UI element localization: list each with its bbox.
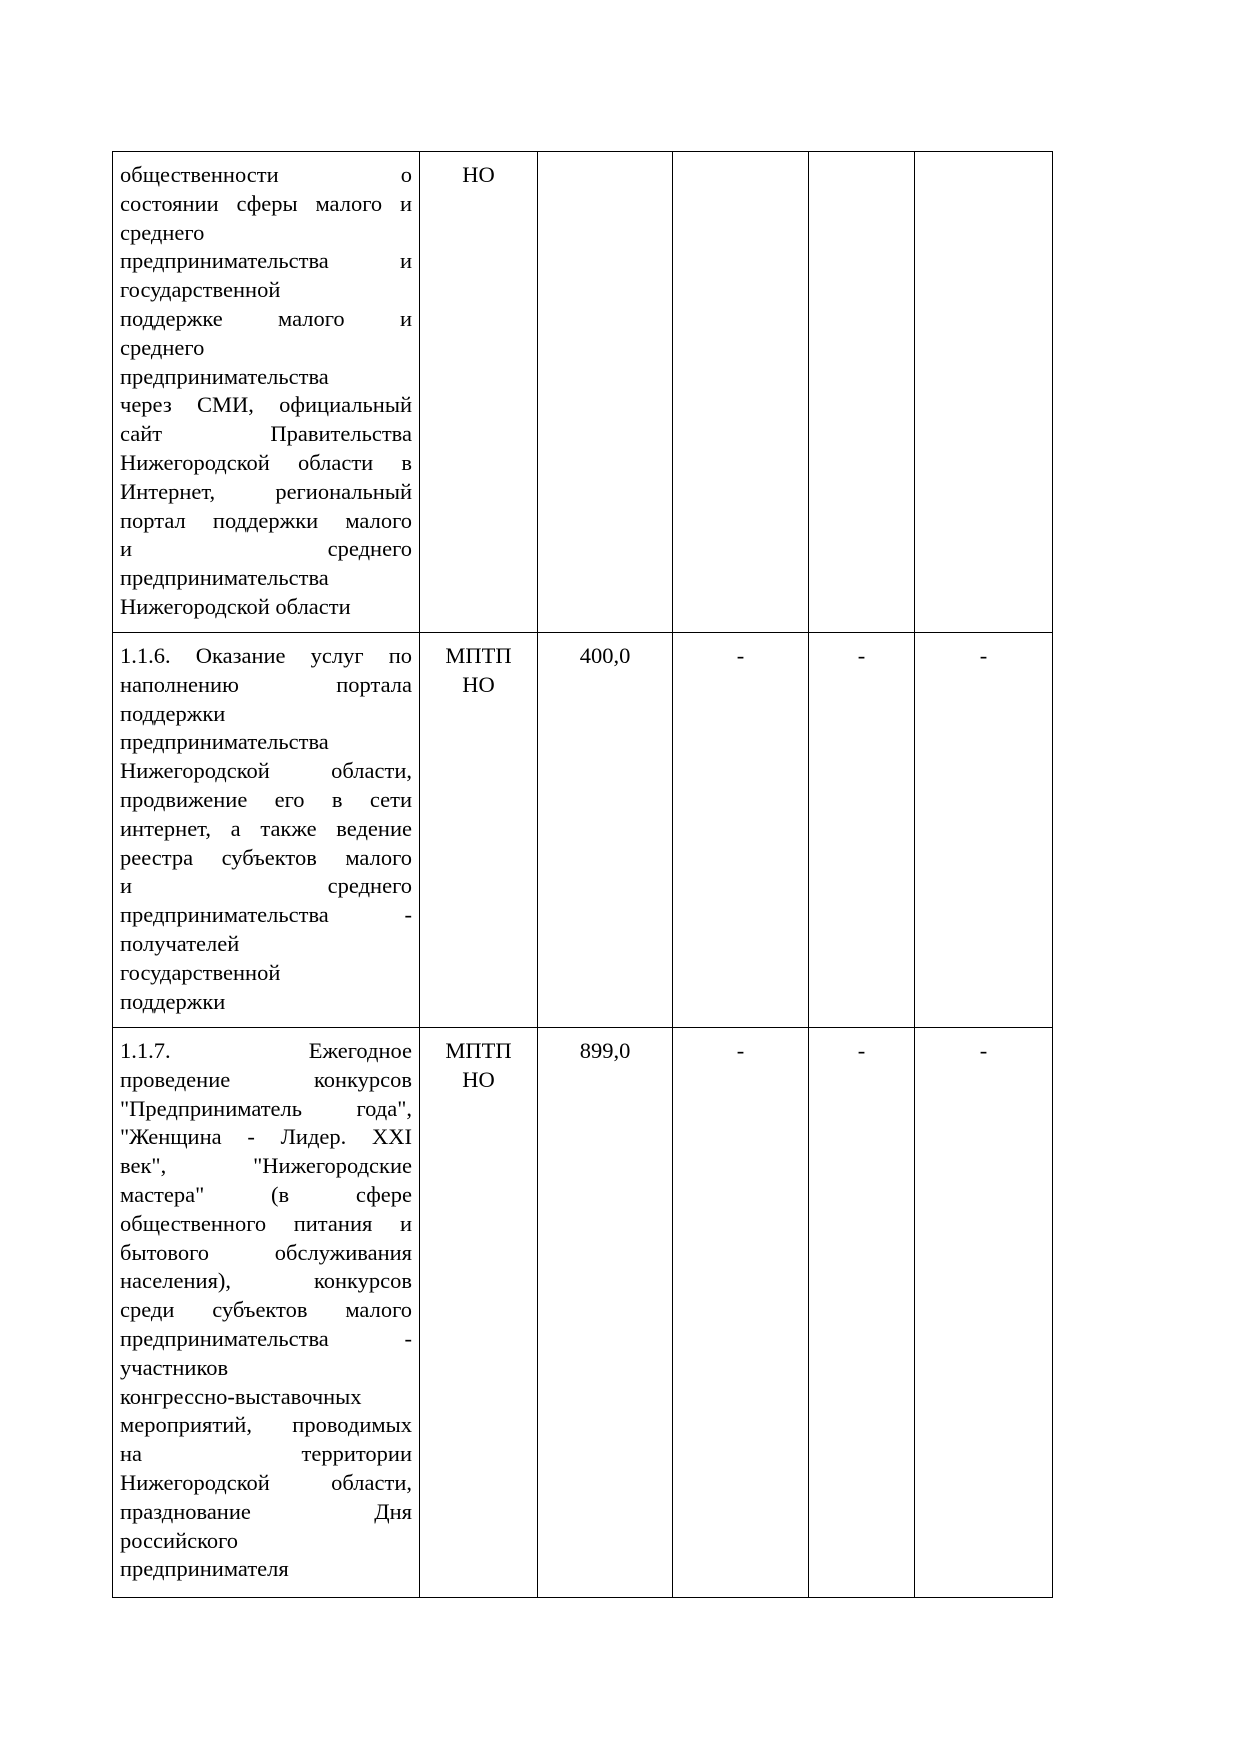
measure-name-line: предпринимательства и	[120, 248, 412, 274]
measure-name-line: Нижегородской области,	[120, 758, 412, 784]
measure-name-line: предпринимательства	[120, 363, 329, 389]
measure-name-line: Интернет, региональный	[120, 478, 412, 504]
year-value-cell	[915, 152, 1053, 633]
year-value-cell: -	[809, 1028, 915, 1598]
measure-name-line: портал поддержки малого	[120, 507, 412, 533]
executor-cell	[420, 1028, 538, 1598]
executor-line: МПТП	[445, 1038, 512, 1063]
measure-name-line: через СМИ, официальный	[120, 392, 412, 418]
measure-name-line: поддержки	[120, 988, 226, 1014]
measure-name-line: предпринимательства	[120, 565, 329, 591]
executor-cell	[420, 152, 538, 633]
measure-name-line: состоянии сферы малого и	[120, 190, 412, 216]
measure-name-line: "Предприниматель года",	[120, 1095, 412, 1121]
measure-name-line: бытового обслуживания	[120, 1239, 412, 1265]
measure-name-line: и среднего	[120, 536, 412, 562]
amount-cell: 400,0	[538, 633, 673, 1028]
measure-name-line: конгрессно-выставочных	[120, 1383, 362, 1409]
amount-cell	[538, 152, 673, 633]
measure-name-line: среди субъектов малого	[120, 1297, 412, 1323]
measure-name-cell	[113, 152, 420, 633]
measure-name-line: на территории	[120, 1441, 412, 1467]
year-value-cell: -	[915, 1028, 1053, 1598]
year-value-cell	[809, 152, 915, 633]
measures-table	[112, 151, 1053, 1598]
measure-name-line: продвижение его в сети	[120, 786, 412, 812]
measure-name-line: предпринимательства	[120, 729, 329, 755]
measure-name-line: "Женщина - Лидер. XXI	[120, 1124, 412, 1150]
measure-name-line: общественного питания и	[120, 1210, 412, 1236]
year-value-cell: -	[915, 633, 1053, 1028]
measure-name-line: празднование Дня	[120, 1498, 412, 1524]
executor-line: МПТП	[445, 643, 512, 668]
measure-name-line: получателей	[120, 930, 240, 956]
measure-name-line: государственной	[120, 959, 281, 985]
measure-name-line: сайт Правительства	[120, 421, 412, 447]
executor-line: НО	[462, 162, 495, 187]
measure-name-line: мастера" (в сфере	[120, 1181, 412, 1207]
measure-name-line: Нижегородской области	[120, 593, 351, 619]
table-row	[113, 152, 1053, 633]
measure-name-line: интернет, а также ведение	[120, 815, 412, 841]
measure-name-line: 1.1.6. Оказание услуг по	[120, 643, 412, 668]
year-value-cell: -	[673, 633, 809, 1028]
measure-name-line: поддержке малого и	[120, 305, 412, 331]
measure-name-line: поддержки	[120, 700, 226, 726]
measure-name-line: предпринимательства -	[120, 902, 412, 928]
measure-name-line: Нижегородской области в	[120, 449, 412, 475]
measure-name-line: общественности о	[120, 162, 412, 187]
table-row	[113, 633, 1053, 1028]
measure-name-line: российского	[120, 1527, 239, 1553]
measure-name-line: наполнению портала	[120, 671, 412, 697]
measure-name-line: реестра субъектов малого	[120, 844, 412, 870]
measure-name-line: среднего	[120, 219, 205, 245]
measure-name-line: предпринимательства -	[120, 1325, 412, 1351]
measure-name-cell	[113, 1028, 420, 1598]
measure-name-line: и среднего	[120, 873, 412, 899]
measure-name-cell	[113, 633, 420, 1028]
measure-name-line: участников	[120, 1354, 229, 1380]
executor-cell	[420, 633, 538, 1028]
executor-line: НО	[462, 1066, 495, 1092]
measure-name-line: государственной	[120, 277, 281, 303]
measure-name-line: предпринимателя	[120, 1556, 289, 1582]
table-row	[113, 1028, 1053, 1598]
year-value-cell: -	[673, 1028, 809, 1598]
executor-line: НО	[462, 671, 495, 697]
year-value-cell: -	[809, 633, 915, 1028]
amount-cell: 899,0	[538, 1028, 673, 1598]
measure-name-line: Нижегородской области,	[120, 1469, 412, 1495]
year-value-cell	[673, 152, 809, 633]
measure-name-line: век", "Нижегородские	[120, 1153, 412, 1179]
measure-name-line: населения), конкурсов	[120, 1268, 412, 1294]
measure-name-line: среднего	[120, 334, 205, 360]
measure-name-line: 1.1.7. Ежегодное	[120, 1038, 412, 1063]
measure-name-line: проведение конкурсов	[120, 1066, 412, 1092]
measure-name-line: мероприятий, проводимых	[120, 1412, 412, 1438]
